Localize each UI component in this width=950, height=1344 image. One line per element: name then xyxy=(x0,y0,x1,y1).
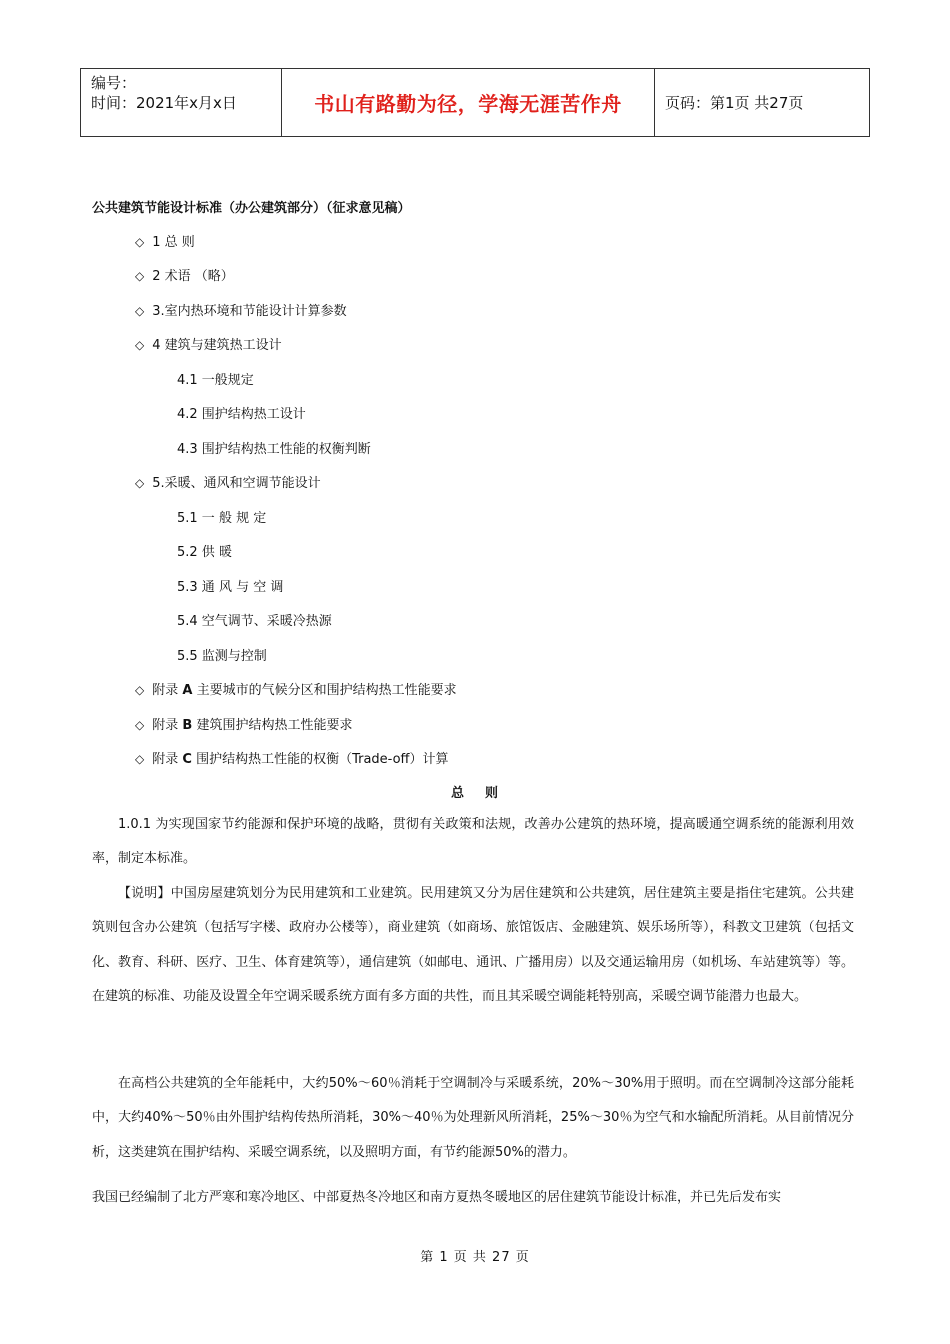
toc-subitem: 4.1 一般规定 xyxy=(177,373,254,388)
page-footer: 第 1 页 共 27 页 xyxy=(420,1250,530,1265)
toc-subitem: 5.4 空气调节、采暖冷热源 xyxy=(177,614,332,629)
toc-subitem: 5.1 一 般 规 定 xyxy=(177,511,267,526)
toc-item: ◇ 1 总 则 xyxy=(135,235,195,250)
section-heading: 总 则 xyxy=(450,786,500,801)
diamond-bullet-icon: ◇ xyxy=(135,752,145,766)
diamond-bullet-icon: ◇ xyxy=(135,718,145,732)
paragraph: 在高档公共建筑的全年能耗中，大约50%～60％消耗于空调制冷与采暖系统，20%～30%用于照明。而在空调制冷这部分能耗中，大约40%～50％由外围护结构传热所消耗，30%～40％为处理新风所消耗，25%～30％为空气和水输配所消耗。从目前情况分析，这类建筑在围护结构、采暖空调系统，以及照明方面，有节约能源50%的潜力。 xyxy=(92,1076,854,1160)
toc-item: ◇ 2 术语 （略） xyxy=(135,269,234,284)
page-info: 页码：第1页 共27页 xyxy=(655,69,870,137)
diamond-bullet-icon: ◇ xyxy=(135,476,145,490)
header-motto-cell xyxy=(282,69,655,137)
header-table xyxy=(80,68,870,137)
toc-item: ◇ 3.室内热环境和节能设计计算参数 xyxy=(135,304,347,319)
document-title: 公共建筑节能设计标准（办公建筑部分）（征求意见稿） xyxy=(92,201,411,216)
diamond-bullet-icon: ◇ xyxy=(135,683,145,697)
header-left-cell xyxy=(81,69,282,137)
diamond-bullet-icon: ◇ xyxy=(135,269,145,283)
time-label: 时间：2021年x月x日 xyxy=(91,94,237,112)
diamond-bullet-icon: ◇ xyxy=(135,338,145,352)
paragraph: 1.0.1 为实现国家节约能源和保护环境的战略，贯彻有关政策和法规，改善办公建筑的热环境，提高暖通空调系统的能源利用效率，制定本标准。 xyxy=(92,817,854,867)
diamond-bullet-icon: ◇ xyxy=(135,304,145,318)
toc-subitem: 4.2 围护结构热工设计 xyxy=(177,407,306,422)
toc-item: ◇ 5.采暖、通风和空调节能设计 xyxy=(135,476,321,491)
toc-appendix: ◇ 附录 B 建筑围护结构热工性能要求 xyxy=(135,718,353,733)
paragraph: 【说明】中国房屋建筑划分为民用建筑和工业建筑。民用建筑又分为居住建筑和公共建筑，居住建筑主要是指住宅建筑。公共建筑则包含办公建筑（包括写字楼、政府办公楼等），商业建筑（如商场、旅馆饭店、金融建筑、娱乐场所等），科教文卫建筑（包括文化、教育、科研、医疗、卫生、体育建筑等），通信建筑（如邮电、通讯、广播用房）以及交通运输用房（如机场、车站建筑等）等。在建筑的标准、功能及设置全年空调采暖系统方面有多方面的共性，而且其采暖空调能耗特别高，采暖空调节能潜力也最大。 xyxy=(92,886,854,1005)
toc-subitem: 5.3 通 风 与 空 调 xyxy=(177,580,284,595)
toc-appendix: ◇ 附录 A 主要城市的气候分区和围护结构热工性能要求 xyxy=(135,683,457,698)
motto-text: 书山有路勤为径，学海无涯苦作舟 xyxy=(314,92,622,116)
paragraph: 我国已经编制了北方严寒和寒冷地区、中部夏热冬冷地区和南方夏热冬暖地区的居住建筑节能设计标准，并已先后发布实 xyxy=(92,1190,782,1205)
toc-subitem: 4.3 围护结构热工性能的权衡判断 xyxy=(177,442,371,457)
diamond-bullet-icon: ◇ xyxy=(135,235,145,249)
toc-item: ◇ 4 建筑与建筑热工设计 xyxy=(135,338,282,353)
toc-subitem: 5.2 供 暖 xyxy=(177,545,232,560)
toc-subitem: 5.5 监测与控制 xyxy=(177,649,267,664)
toc-appendix: ◇ 附录 C 围护结构热工性能的权衡（Trade-off）计算 xyxy=(135,752,449,767)
number-label: 编号： xyxy=(91,74,137,92)
